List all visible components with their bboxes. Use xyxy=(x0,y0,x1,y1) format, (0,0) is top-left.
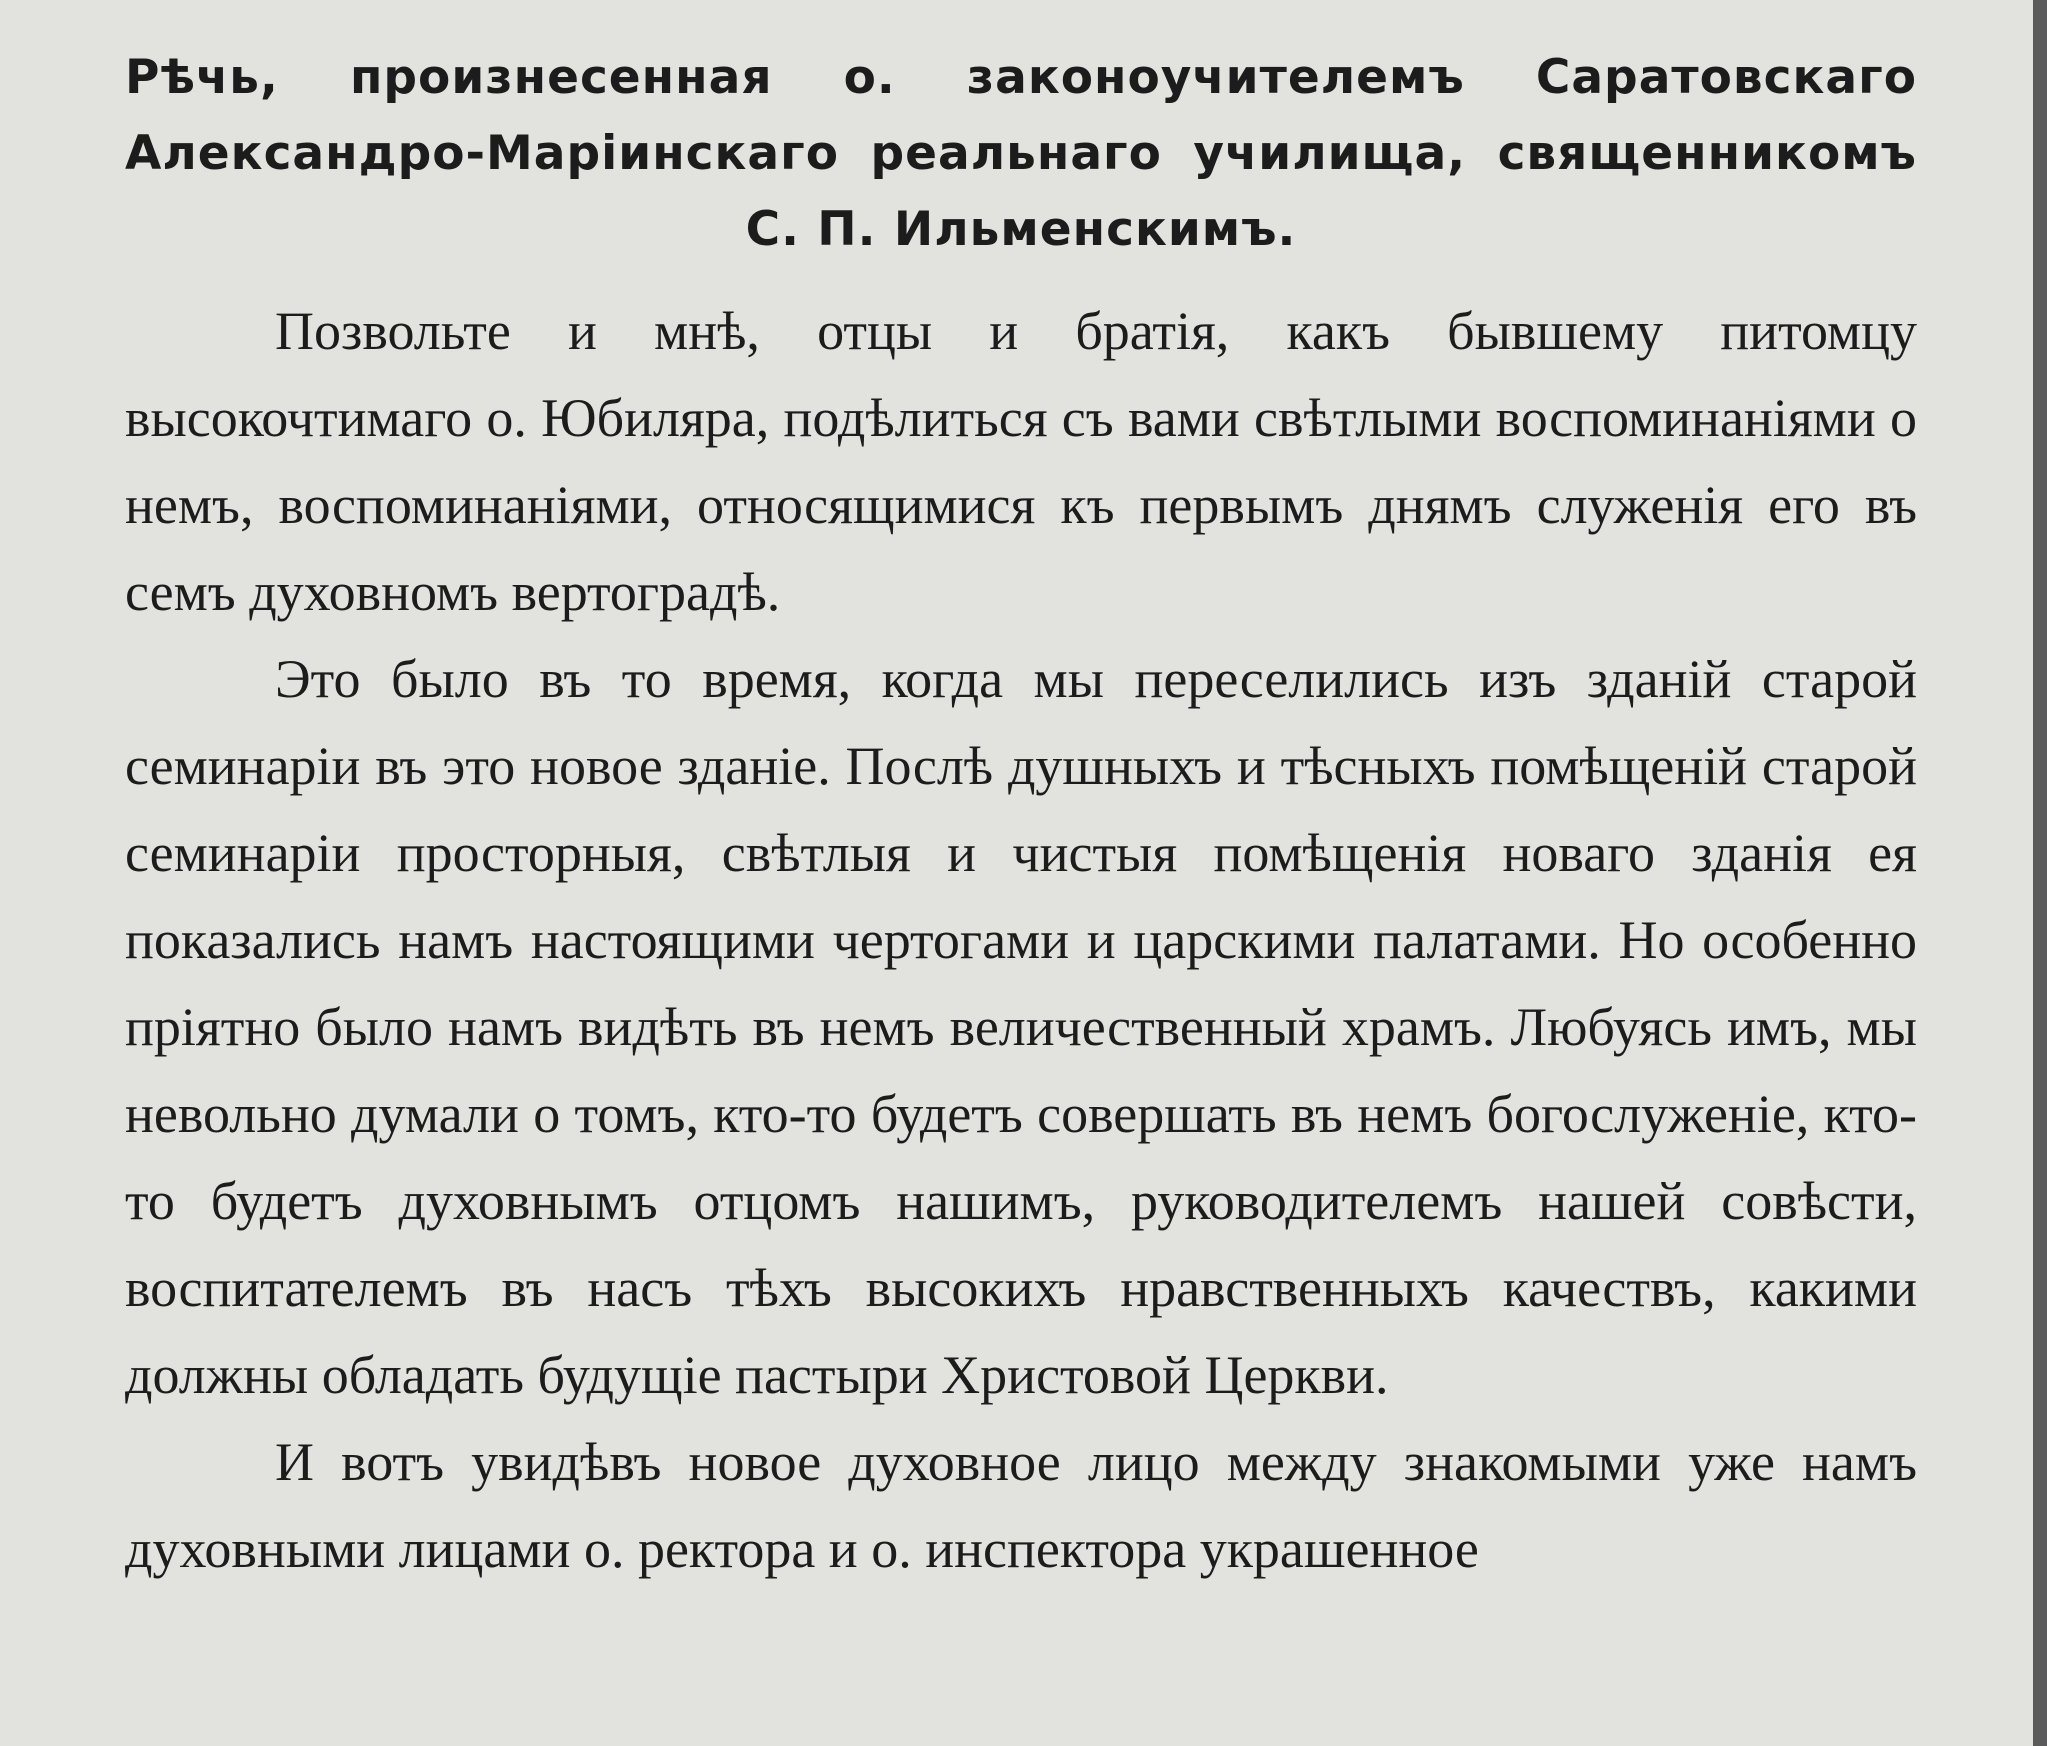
paragraph-3: И вотъ увидѣвъ новое духовное лицо между знакомыми уже намъ духовными лицами о. ректора и о. инспектора украшенное xyxy=(125,1432,1917,1579)
speech-heading: Рѣчь, произнесенная о. законоучителемъ Саратовскаго Александро-Маріинскаго реальнаго училища, священникомъ С. П. Ильменскимъ. xyxy=(125,50,1917,257)
speech-body xyxy=(125,288,1917,1593)
paragraph-2: Это было въ то время, когда мы переселились изъ зданій старой семинаріи въ это новое зданіе. Послѣ душныхъ и тѣсныхъ помѣщеній старой семинаріи просторныя, свѣтлыя и чистыя помѣщенія новаго зданія ея показались намъ настоящими чертогами и царскими палатами. Но особенно пріятно было намъ видѣть въ немъ величественный храмъ. Любуясь имъ, мы невольно думали о томъ, кто-то будетъ совершать въ немъ богослуженіе, кто-то будетъ духовнымъ отцомъ нашимъ, руководителемъ нашей совѣсти, воспитателемъ въ насъ тѣхъ высокихъ нравственныхъ качествъ, какими должны обладать будущіе пастыри Христовой Церкви. xyxy=(125,649,1917,1405)
paragraph-1: Позвольте и мнѣ, отцы и братія, какъ бывшему питомцу высокочтимаго о. Юбиляра, подѣлиться съ вами свѣтлыми воспоминаніями о немъ, воспоминаніями, относящимися къ первымъ днямъ служенія его въ семъ духовномъ вертоградѣ. xyxy=(125,301,1917,622)
text-column xyxy=(125,40,1917,1593)
scan-edge xyxy=(2033,0,2047,1746)
